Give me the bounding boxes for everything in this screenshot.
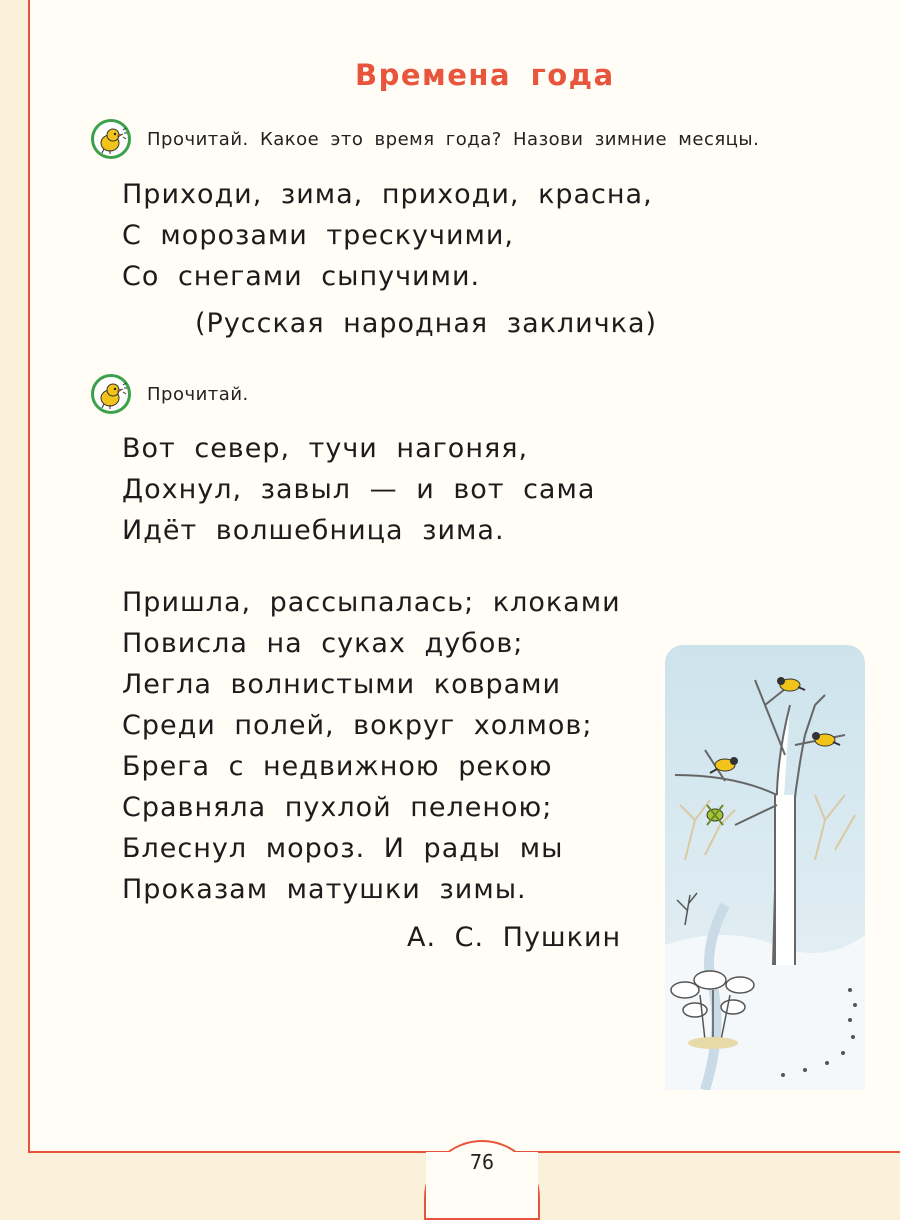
task-2-instruction <box>91 374 249 414</box>
poem-2-stanza-1 <box>122 428 595 551</box>
poem-line: Вот север, тучи нагоняя, <box>122 433 529 464</box>
poem-1 <box>122 174 653 297</box>
poem-line: Среди полей, вокруг холмов; <box>122 710 593 741</box>
poem-line: Легла волнистыми коврами <box>122 669 562 700</box>
task-1-instruction <box>91 119 759 159</box>
poem-line: Идёт волшебница зима. <box>122 515 505 546</box>
poem-line: С морозами трескучими, <box>122 220 514 251</box>
poem-line: Дохнул, завыл — и вот сама <box>122 474 596 505</box>
poem-line: Сравняла пухлой пеленою; <box>122 792 553 823</box>
page-title: Времена года <box>355 58 615 92</box>
reading-bird-icon <box>91 374 131 414</box>
poem-2-author: А. С. Пушкин <box>407 922 622 953</box>
poem-line: Со снегами сыпучими. <box>122 261 481 292</box>
poem-line: Пришла, рассыпалась; клоками <box>122 587 621 618</box>
poem-line: Приходи, зима, приходи, красна, <box>122 179 653 210</box>
poem-2-stanza-2 <box>122 582 621 910</box>
task-1-text: Прочитай. Какое это время года? Назови зимние месяцы. <box>147 128 760 150</box>
poem-line: Повисла на суках дубов; <box>122 628 524 659</box>
page-number: 76 <box>469 1150 495 1174</box>
poem-line: Блеснул мороз. И рады мы <box>122 833 564 864</box>
poem-1-attribution: (Русская народная закличка) <box>195 308 658 339</box>
reading-bird-icon <box>91 119 131 159</box>
winter-tree-with-birds-illustration <box>665 645 865 1090</box>
poem-line: Проказам матушки зимы. <box>122 874 527 905</box>
poem-line: Брега с недвижною рекою <box>122 751 553 782</box>
task-2-text: Прочитай. <box>147 383 249 405</box>
